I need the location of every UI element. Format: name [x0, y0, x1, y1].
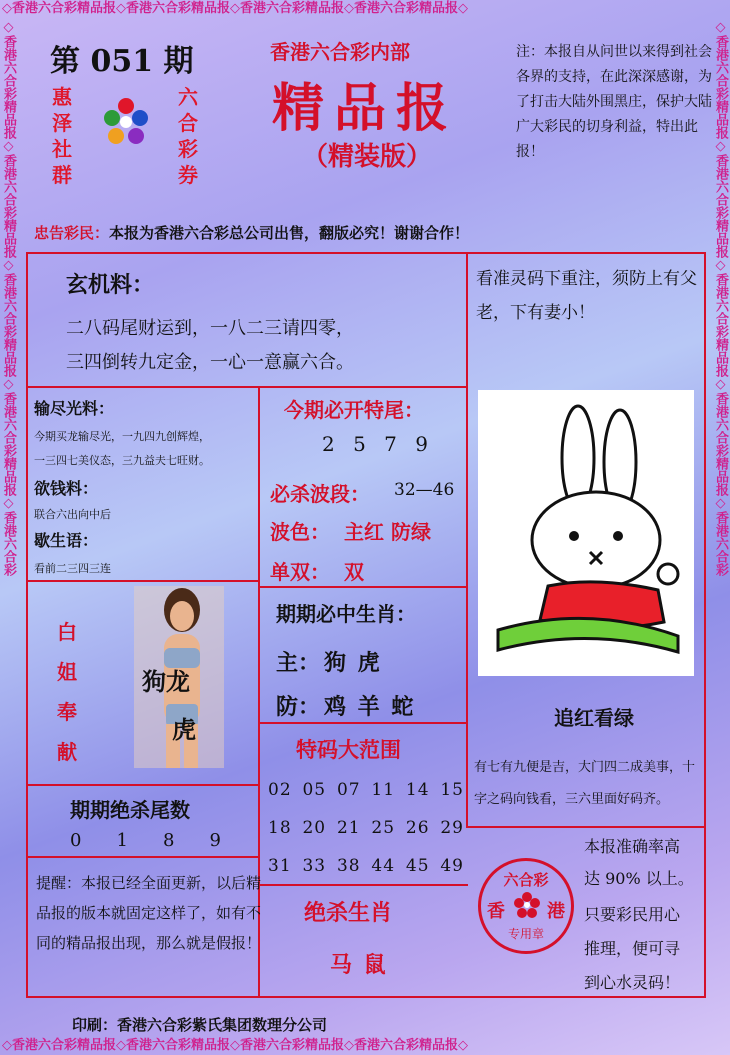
side-left-char: 社 — [52, 137, 72, 161]
rabbit-illustration — [478, 390, 694, 676]
divider — [26, 784, 260, 786]
bose-value: 主红 防绿 — [344, 520, 431, 544]
shengxiao-main-label: 主： — [276, 650, 321, 676]
baijie-char: 奉 — [57, 700, 77, 724]
accuracy-line: 只要彩民用心 — [584, 905, 681, 924]
tema-number: 44 — [371, 856, 396, 876]
side-right-char: 六 — [178, 85, 198, 109]
juesha-value: 马 鼠 — [330, 952, 388, 978]
baijie-char: 白 — [57, 620, 77, 644]
department-label: 香港六合彩内部 — [270, 40, 410, 64]
baijie-char: 献 — [57, 740, 77, 764]
zhuihong-text: 有七有九便是吉，大门四二成美事，十字之码向钱看，三六里面好码齐。 — [474, 760, 696, 807]
border-bottom: ◇香港六合彩精品报◇香港六合彩精品报◇香港六合彩精品报◇香港六合彩精品报◇ — [2, 1038, 468, 1053]
bauhinia-icon — [513, 891, 541, 919]
header-note: 注：本报自从问世以来得到社会各界的支持，在此深深感谢，为了打击大陆外围黑庄，保护大陆广大彩民的切身利益，特出此报！ — [516, 44, 712, 160]
side-right-char: 券 — [178, 163, 198, 187]
tema-number: 26 — [405, 818, 430, 838]
tema-row — [268, 818, 464, 838]
tema-number: 33 — [302, 856, 327, 876]
shengxiao-fang-label: 防： — [276, 694, 321, 720]
side-text-right — [168, 84, 208, 188]
tema-number: 21 — [336, 818, 361, 838]
shengxiao-main-value: 狗 虎 — [324, 650, 382, 676]
tema-number: 14 — [405, 780, 430, 800]
tema-number: 11 — [371, 780, 396, 800]
shengxiao-fang-value: 鸡 羊 蛇 — [324, 694, 416, 720]
xiesheng-text: 看前二三四三连 — [34, 562, 111, 575]
weishu-number: 9 — [209, 830, 222, 851]
border-top: ◇香港六合彩精品报◇香港六合彩精品报◇香港六合彩精品报◇香港六合彩精品报◇ — [2, 1, 468, 16]
tema-number: 20 — [302, 818, 327, 838]
tema-row — [268, 780, 464, 800]
bosha-label: 必杀波段： — [270, 482, 370, 506]
top-right-text: 看准灵码下重注，须防上有父老，下有妻小！ — [476, 269, 697, 323]
photo-overlay-text: 狗龙 — [142, 667, 190, 696]
side-left-char: 惠 — [52, 85, 72, 109]
zhuihong-title: 追红看绿 — [554, 706, 634, 730]
tema-number: 05 — [302, 780, 327, 800]
weishu-title: 期期绝杀尾数 — [70, 798, 190, 822]
shujin-title: 输尽光料： — [34, 399, 115, 418]
side-right-char: 彩 — [178, 137, 198, 161]
tema-number: 25 — [371, 818, 396, 838]
divider — [466, 252, 468, 827]
danshuang-value: 双 — [344, 560, 364, 584]
shujin-text: 今期买龙输尽光，一九四九创辉煌， — [34, 430, 210, 443]
weishu-numbers — [70, 830, 222, 851]
warning-label: 忠告彩民： — [34, 224, 110, 242]
reminder-text: 提醒：本报已经全面更新，以后精品报的版本就固定这样了，如有不同的精品报出现，那么就是假报！ — [36, 874, 262, 952]
official-stamp — [478, 858, 574, 954]
baijie-char: 姐 — [57, 660, 77, 684]
newspaper-title: 精品报 — [272, 78, 459, 139]
lottery-logo — [98, 94, 154, 150]
tema-number: 18 — [268, 818, 292, 838]
xuanji-title: 玄机料： — [66, 272, 155, 298]
printer-line: 印刷：香港六合彩紫氏集团数理分公司 — [72, 1016, 328, 1034]
accuracy-line: 达 90% 以上。 — [584, 869, 694, 888]
divider — [26, 386, 468, 388]
warning-line — [34, 222, 469, 243]
accuracy-line: 本报准确率高 — [584, 837, 681, 856]
tema-number: 38 — [336, 856, 361, 876]
stamp-left-text: 香 — [487, 901, 505, 922]
yuqian-title: 欲钱料： — [34, 479, 99, 498]
tema-number: 29 — [440, 818, 464, 838]
stamp-top-text: 六合彩 — [503, 871, 549, 889]
divider — [258, 586, 468, 588]
side-left-char: 群 — [52, 163, 72, 187]
accuracy-line: 推理，便可寻 — [584, 939, 681, 958]
weishu-number: 0 — [70, 830, 83, 851]
xuanji-line: 三四倒转九定金，一心一意赢六合。 — [66, 352, 354, 373]
danshuang-label: 单双： — [270, 560, 330, 584]
tema-number: 49 — [440, 856, 464, 876]
juesha-title: 绝杀生肖 — [304, 900, 393, 926]
divider — [26, 580, 260, 582]
tema-number: 45 — [405, 856, 430, 876]
tewei-title: 今期必开特尾： — [284, 398, 424, 422]
side-text-left — [42, 84, 82, 188]
weishu-number: 8 — [163, 830, 176, 851]
weishu-number: 1 — [116, 830, 129, 851]
divider — [258, 884, 468, 886]
border-right: ◇香港六合彩精品报◇香港六合彩精品报◇香港六合彩精品报◇香港六合彩精品报◇香港六合彩 — [713, 20, 728, 576]
xiesheng-title: 歇生语： — [34, 531, 99, 550]
bosha-value: 32—46 — [394, 480, 455, 500]
tema-number: 15 — [440, 780, 464, 800]
divider — [466, 826, 706, 828]
tema-title: 特码大范围 — [296, 737, 401, 762]
stamp-bottom-text: 专用章 — [507, 927, 544, 941]
yuqian-text: 联合六出向中后 — [34, 508, 111, 521]
border-left: ◇香港六合彩精品报◇香港六合彩精品报◇香港六合彩精品报◇香港六合彩精品报◇香港六合彩 — [1, 20, 16, 576]
tema-number: 02 — [268, 780, 292, 800]
tewei-numbers: 2 5 7 9 — [322, 432, 434, 456]
shujin-text: 一三四七美仪态，三九益夫七旺财。 — [34, 454, 210, 467]
issue-number: 第 051 期 — [50, 44, 194, 79]
tema-number: 07 — [336, 780, 361, 800]
divider — [26, 856, 260, 858]
side-left-char: 泽 — [52, 111, 72, 135]
divider — [258, 722, 468, 724]
tema-number: 31 — [268, 856, 292, 876]
side-right-char: 合 — [178, 111, 198, 135]
photo-overlay-text: 虎 — [172, 715, 196, 744]
shengxiao-title: 期期必中生肖： — [276, 602, 416, 626]
accuracy-line: 到心水灵码！ — [584, 973, 681, 992]
edition-label: （精装版） — [302, 142, 433, 172]
baijie-text — [52, 612, 82, 772]
warning-text: 本报为香港六合彩总公司出售，翻版必究！谢谢合作！ — [109, 224, 470, 242]
xuanji-line: 二八码尾财运到，一八二三请四零， — [66, 318, 354, 339]
tema-row — [268, 856, 464, 876]
bose-label: 波色： — [270, 520, 330, 544]
stamp-right-text: 港 — [547, 901, 565, 922]
